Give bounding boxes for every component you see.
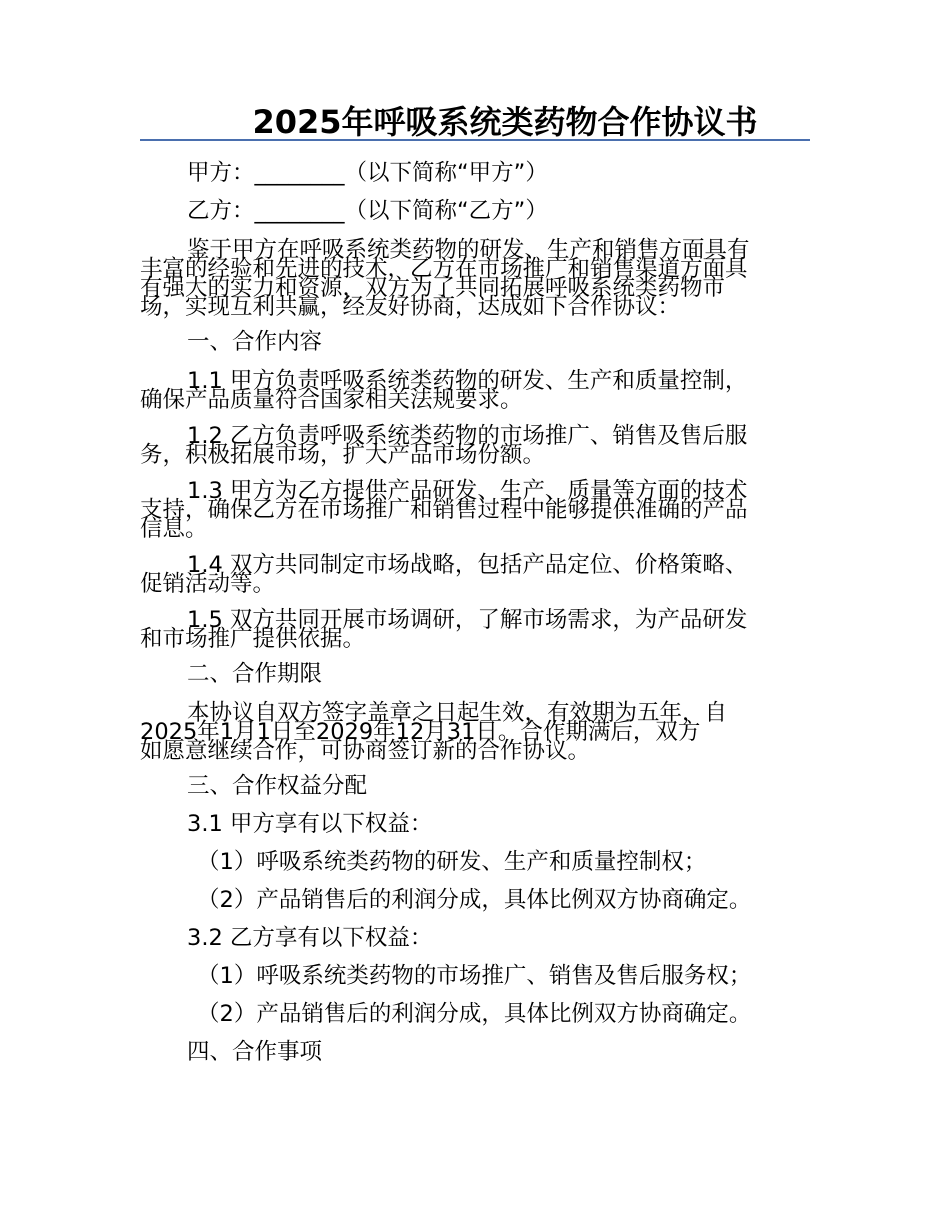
term-line: 本协议自双方签字盖章之日起生效，有效期为五年，自 bbox=[187, 700, 728, 726]
title-underline bbox=[140, 139, 810, 141]
term-line: 如愿意继续合作，可协商签订新的合作协议。 bbox=[140, 738, 591, 764]
clause-line: 促销活动等。 bbox=[140, 571, 276, 597]
preamble-line: 场，实现互利共赢，经友好协商，达成如下合作协议： bbox=[140, 294, 681, 320]
preamble-line: 丰富的经验和先进的技术，乙方在市场推广和销售渠道方面具 bbox=[140, 256, 748, 282]
clause-1-3 bbox=[140, 471, 812, 545]
preamble-line: 有强大的实力和资源，双方为了共同拓展呼吸系统类药物市 bbox=[140, 275, 726, 301]
clause-1-2 bbox=[140, 416, 812, 471]
document-body bbox=[140, 154, 812, 1071]
clause-line: 信息。 bbox=[140, 516, 208, 542]
party-b-line: 乙方：________（以下简称“乙方”） bbox=[187, 198, 548, 224]
preamble-paragraph bbox=[140, 230, 812, 323]
section-heading-3: 三、合作权益分配 bbox=[187, 773, 368, 799]
section-heading-4: 四、合作事项 bbox=[187, 1039, 323, 1065]
term-line: 2025年1月1日至2029年12月31日。合作期满后，双方 bbox=[140, 719, 701, 745]
preamble-line: 鉴于甲方在呼吸系统类药物的研发、生产和销售方面具有 bbox=[187, 237, 750, 263]
clause-3-1-item: （1）呼吸系统类药物的研发、生产和质量控制权； bbox=[197, 849, 707, 875]
clause-3-1-item: （2）产品销售后的利润分成，具体比例双方协商确定。 bbox=[197, 887, 752, 913]
clause-line: 1.3 甲方为乙方提供产品研发、生产、质量等方面的技术 bbox=[187, 478, 748, 504]
clause-3-2: 3.2 乙方享有以下权益： bbox=[187, 925, 433, 951]
clause-3-1: 3.1 甲方享有以下权益： bbox=[187, 811, 433, 837]
clause-line: 支持，确保乙方在市场推广和销售过程中能够提供准确的产品 bbox=[140, 497, 748, 523]
clause-1-4 bbox=[140, 545, 812, 600]
party-a-line: 甲方：________（以下简称“甲方”） bbox=[187, 160, 548, 186]
section-heading-1: 一、合作内容 bbox=[187, 329, 323, 355]
document-title: 2025年呼吸系统类药物合作协议书 bbox=[252, 103, 758, 141]
clause-3-2-item: （1）呼吸系统类药物的市场推广、销售及售后服务权； bbox=[197, 963, 752, 989]
clause-line: 1.1 甲方负责呼吸系统类药物的研发、生产和质量控制， bbox=[187, 368, 748, 394]
clause-line: 1.2 乙方负责呼吸系统类药物的市场推广、销售及售后服 bbox=[187, 423, 748, 449]
clause-3-2-item: （2）产品销售后的利润分成，具体比例双方协商确定。 bbox=[197, 1001, 752, 1027]
section-heading-2: 二、合作期限 bbox=[187, 661, 323, 687]
clause-1-5 bbox=[140, 600, 812, 655]
clause-line: 1.4 双方共同制定市场战略，包括产品定位、价格策略、 bbox=[187, 552, 748, 578]
clause-line: 和市场推广提供依据。 bbox=[140, 626, 366, 652]
clause-line: 务，积极拓展市场，扩大产品市场份额。 bbox=[140, 442, 546, 468]
clause-line: 确保产品质量符合国家相关法规要求。 bbox=[140, 387, 523, 413]
term-paragraph bbox=[140, 693, 812, 767]
clause-1-1 bbox=[140, 361, 812, 416]
clause-line: 1.5 双方共同开展市场调研，了解市场需求，为产品研发 bbox=[187, 607, 748, 633]
